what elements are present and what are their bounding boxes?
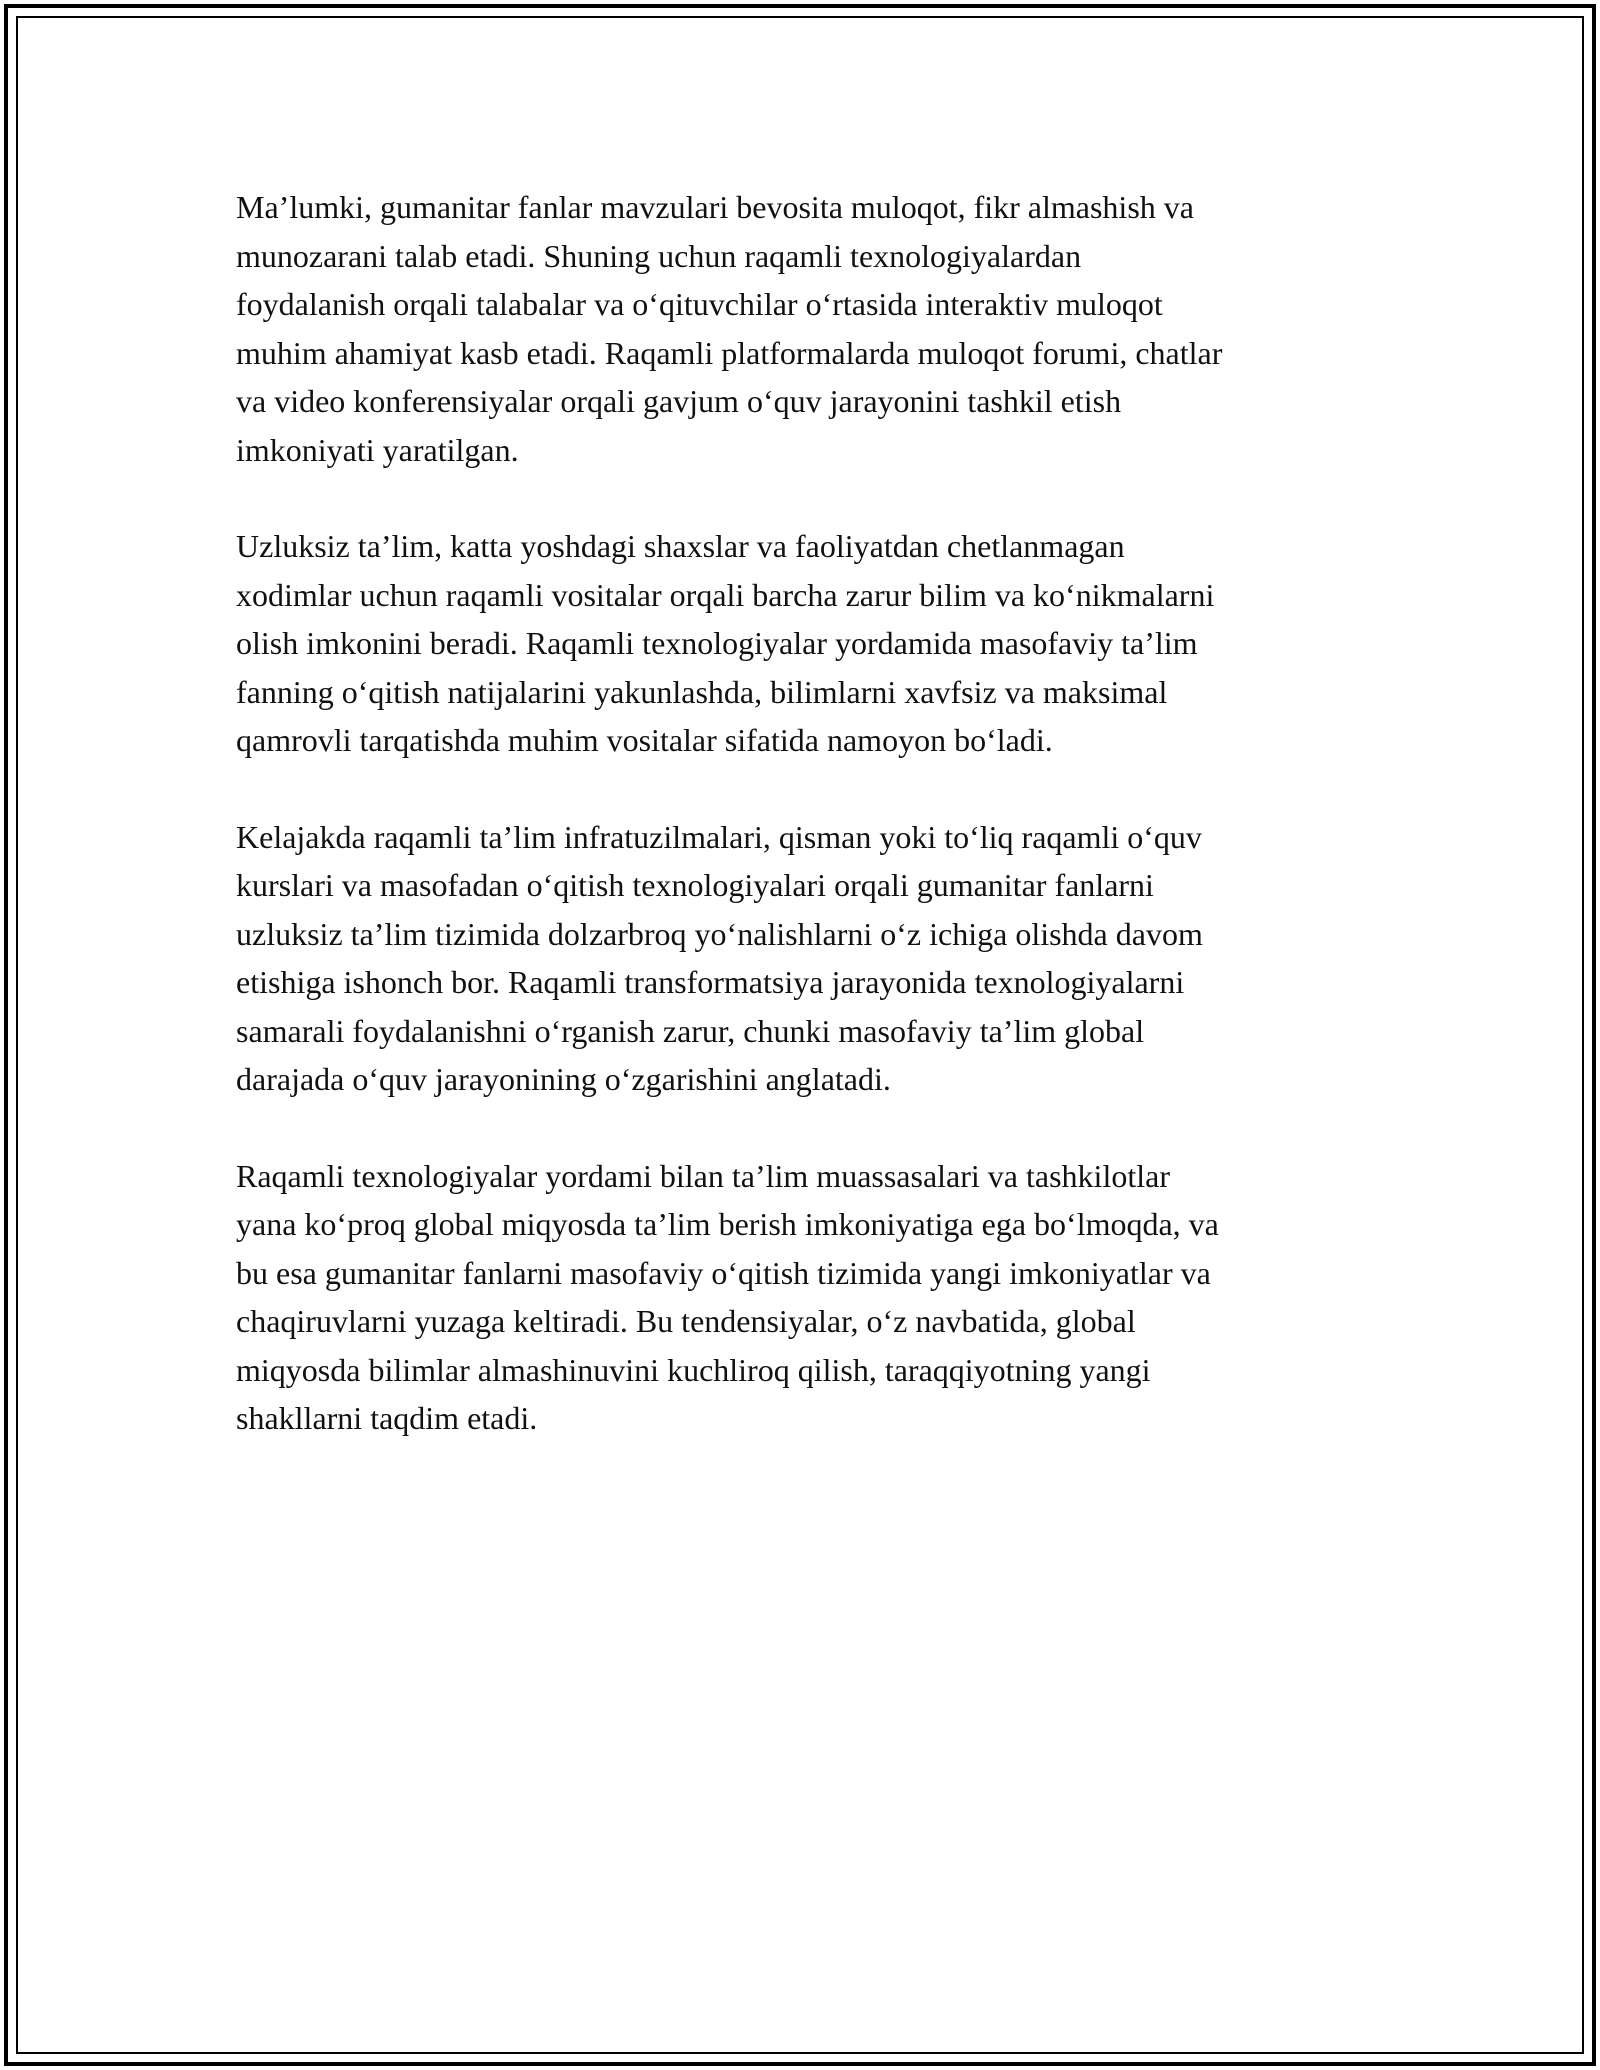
- text-line: yana ko‘proq global miqyosda ta’lim berish imkoniyatiga ega bo‘lmoqda, va: [236, 1206, 1219, 1242]
- text-line: munozarani talab etadi. Shuning uchun raqamli texnologiyalardan: [236, 237, 1082, 274]
- text-line: va video konferensiyalar orqali gavjum o‘quv jarayonini tashkil etish: [236, 383, 1122, 419]
- text-line: xodimlar uchun raqamli vositalar orqali barcha zarur bilim va ko‘nikmalarni: [236, 576, 1215, 613]
- text-line: foydalanish orqali talabalar va o‘qituvchilar o‘rtasida interaktiv muloqot: [236, 286, 1163, 322]
- text-line: muhim ahamiyat kasb etadi. Raqamli platformalarda muloqot forumi, chatlar: [236, 334, 1223, 371]
- document-body: [236, 183, 1376, 1491]
- text-line: etishiga ishonch bor. Raqamli transformatsiya jarayonida texnologiyalarni: [236, 964, 1185, 1000]
- text-line: darajada o‘quv jarayonining o‘zgarishini anglatadi.: [236, 1061, 891, 1097]
- paragraph-4: [236, 1152, 1376, 1443]
- text-line: kurslari va masofadan o‘qitish texnologiyalari orqali gumanitar fanlarni: [236, 867, 1154, 903]
- text-line: Uzluksiz ta’lim, katta yoshdagi shaxslar va faoliyatdan chetlanmagan: [236, 528, 1125, 564]
- text-line: uzluksiz ta’lim tizimida dolzarbroq yo‘nalishlarni o‘z ichiga olishda davom: [236, 915, 1203, 952]
- text-line: Raqamli texnologiyalar yordami bilan ta’lim muassasalari va tashkilotlar: [236, 1157, 1170, 1194]
- text-line: miqyosda bilimlar almashinuvini kuchliroq qilish, taraqqiyotning yangi: [236, 1351, 1151, 1388]
- text-line: shakllarni taqdim etadi.: [236, 1400, 538, 1436]
- paragraph-3: [236, 813, 1376, 1104]
- text-line: olish imkonini beradi. Raqamli texnologiyalar yordamida masofaviy ta’lim: [236, 625, 1198, 661]
- text-line: fanning o‘qitish natijalarini yakunlashda, bilimlarni xavfsiz va maksimal: [236, 673, 1168, 710]
- text-line: qamrovli tarqatishda muhim vositalar sifatida namoyon bo‘ladi.: [236, 722, 1053, 758]
- text-line: Kelajakda raqamli ta’lim infratuzilmalari, qisman yoki to‘liq raqamli o‘quv: [236, 818, 1202, 855]
- text-line: bu esa gumanitar fanlarni masofaviy o‘qitish tizimida yangi imkoniyatlar va: [236, 1254, 1211, 1291]
- paragraph-1: [236, 183, 1376, 474]
- text-line: chaqiruvlarni yuzaga keltiradi. Bu tendensiyalar, o‘z navbatida, global: [236, 1303, 1136, 1339]
- paragraph-2: [236, 522, 1376, 765]
- text-line: Ma’lumki, gumanitar fanlar mavzulari bevosita muloqot, fikr almashish va: [236, 189, 1194, 225]
- text-line: samarali foydalanishni o‘rganish zarur, chunki masofaviy ta’lim global: [236, 1012, 1145, 1049]
- text-line: imkoniyati yaratilgan.: [236, 431, 519, 468]
